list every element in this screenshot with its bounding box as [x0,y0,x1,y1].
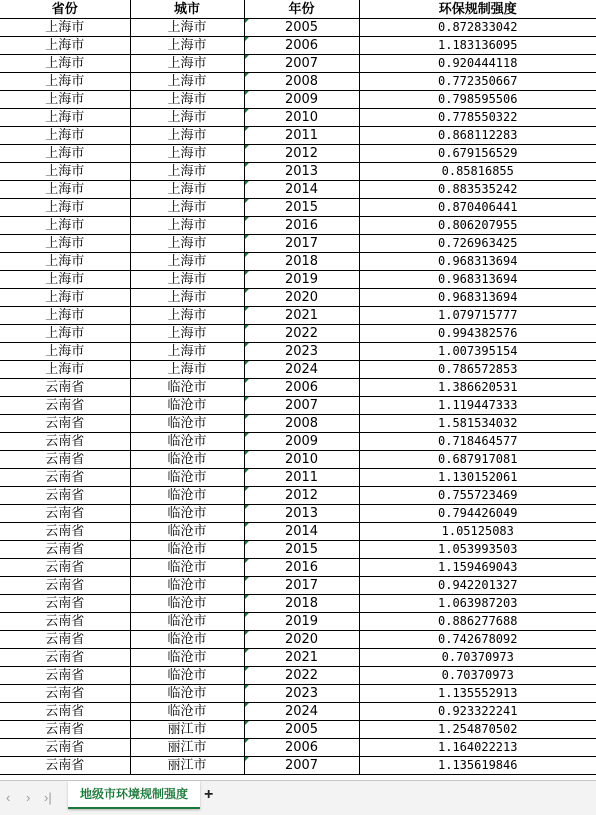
cell-regulation-intensity[interactable]: 0.687917081 [359,451,596,469]
cell-province[interactable]: 云南省 [0,577,130,595]
table-row [0,667,596,685]
cell-province[interactable]: 上海市 [0,109,130,127]
cell-province[interactable]: 上海市 [0,163,130,181]
cell-city[interactable]: 临沧市 [130,649,244,667]
cell-year[interactable]: 2015 [244,199,359,217]
cell-regulation-intensity[interactable]: 0.679156529 [359,145,596,163]
table-row [0,325,596,343]
cell-city[interactable]: 临沧市 [130,451,244,469]
cell-province[interactable]: 云南省 [0,487,130,505]
cell-province[interactable]: 云南省 [0,469,130,487]
cell-regulation-intensity[interactable]: 1.183136095 [359,37,596,55]
cell-province[interactable]: 云南省 [0,559,130,577]
cell-province[interactable]: 云南省 [0,739,130,757]
cell-province[interactable]: 云南省 [0,703,130,721]
cell-year[interactable]: 2006 [244,739,359,757]
cell-province[interactable]: 上海市 [0,37,130,55]
cell-city[interactable]: 丽江市 [130,721,244,739]
table-row [0,703,596,721]
cell-province[interactable]: 上海市 [0,235,130,253]
cell-city[interactable]: 临沧市 [130,379,244,397]
header-city[interactable]: 城市 [130,0,244,19]
cell-city[interactable]: 临沧市 [130,415,244,433]
table-row [0,649,596,667]
cell-regulation-intensity[interactable]: 0.923322241 [359,703,596,721]
cell-year[interactable]: 2014 [244,523,359,541]
table-row [0,613,596,631]
cell-province[interactable]: 上海市 [0,55,130,73]
cell-year[interactable]: 2012 [244,487,359,505]
cell-city[interactable]: 临沧市 [130,487,244,505]
cell-province[interactable]: 上海市 [0,307,130,325]
cell-regulation-intensity[interactable]: 0.778550322 [359,109,596,127]
cell-regulation-intensity[interactable]: 0.742678092 [359,631,596,649]
cell-city[interactable]: 上海市 [130,217,244,235]
cell-province[interactable]: 云南省 [0,505,130,523]
table-row [0,631,596,649]
cell-year[interactable]: 2005 [244,19,359,37]
cell-city[interactable]: 上海市 [130,289,244,307]
table-row [0,415,596,433]
table-row [0,271,596,289]
cell-province[interactable]: 上海市 [0,217,130,235]
cell-province[interactable]: 云南省 [0,649,130,667]
cell-city[interactable]: 临沧市 [130,397,244,415]
cell-regulation-intensity[interactable]: 0.968313694 [359,289,596,307]
cell-regulation-intensity[interactable]: 1.135619846 [359,757,596,775]
cell-year[interactable]: 2006 [244,379,359,397]
cell-regulation-intensity[interactable]: 0.886277688 [359,613,596,631]
cell-city[interactable]: 临沧市 [130,685,244,703]
cell-year[interactable]: 2019 [244,271,359,289]
cell-city[interactable]: 上海市 [130,127,244,145]
table-row [0,577,596,595]
cell-city[interactable]: 上海市 [130,19,244,37]
table-row [0,235,596,253]
table-row [0,739,596,757]
sheet-tab-active[interactable]: 地级市环境规制强度 [68,781,200,809]
cell-province[interactable]: 上海市 [0,253,130,271]
cell-province[interactable]: 上海市 [0,73,130,91]
table-row [0,109,596,127]
cell-city[interactable]: 上海市 [130,343,244,361]
cell-province[interactable]: 云南省 [0,721,130,739]
cell-year[interactable]: 2018 [244,595,359,613]
cell-year[interactable]: 2021 [244,307,359,325]
cell-city[interactable]: 丽江市 [130,757,244,775]
table-row [0,721,596,739]
cell-year[interactable]: 2016 [244,559,359,577]
cell-regulation-intensity[interactable]: 1.079715777 [359,307,596,325]
sheet-tab-bar [0,780,596,815]
table-row [0,559,596,577]
cell-province[interactable]: 上海市 [0,289,130,307]
cell-year[interactable]: 2007 [244,55,359,73]
cell-year[interactable]: 2019 [244,613,359,631]
table-row [0,757,596,775]
cell-regulation-intensity[interactable]: 1.254870502 [359,721,596,739]
cell-city[interactable]: 临沧市 [130,703,244,721]
cell-province[interactable]: 上海市 [0,343,130,361]
table-row [0,145,596,163]
add-sheet-button[interactable]: + [204,786,214,803]
cell-province[interactable]: 上海市 [0,181,130,199]
cell-city[interactable]: 上海市 [130,235,244,253]
cell-province[interactable]: 云南省 [0,433,130,451]
cell-year[interactable]: 2020 [244,631,359,649]
cell-year[interactable]: 2023 [244,685,359,703]
cell-province[interactable]: 云南省 [0,415,130,433]
cell-city[interactable]: 临沧市 [130,595,244,613]
cell-city[interactable]: 上海市 [130,163,244,181]
cell-year[interactable]: 2008 [244,73,359,91]
cell-regulation-intensity[interactable]: 0.85816855 [359,163,596,181]
cell-city[interactable]: 上海市 [130,91,244,109]
cell-regulation-intensity[interactable]: 0.870406441 [359,199,596,217]
cell-city[interactable]: 上海市 [130,361,244,379]
cell-province[interactable]: 云南省 [0,631,130,649]
table-row [0,505,596,523]
table-row [0,163,596,181]
cell-year[interactable]: 2022 [244,667,359,685]
cell-year[interactable]: 2020 [244,289,359,307]
cell-regulation-intensity[interactable]: 0.772350667 [359,73,596,91]
cell-year[interactable]: 2012 [244,145,359,163]
table-row [0,217,596,235]
cell-city[interactable]: 临沧市 [130,469,244,487]
cell-city[interactable]: 上海市 [130,271,244,289]
cell-regulation-intensity[interactable]: 1.05125083 [359,523,596,541]
cell-province[interactable]: 云南省 [0,379,130,397]
table-row [0,487,596,505]
cell-city[interactable]: 上海市 [130,55,244,73]
last-sheet-icon[interactable]: ›| [44,790,52,805]
cell-province[interactable]: 上海市 [0,325,130,343]
cell-year[interactable]: 2021 [244,649,359,667]
cell-year[interactable]: 2010 [244,109,359,127]
cell-regulation-intensity[interactable]: 0.868112283 [359,127,596,145]
cell-city[interactable]: 上海市 [130,199,244,217]
cell-province[interactable]: 上海市 [0,145,130,163]
table-row [0,37,596,55]
table-row [0,343,596,361]
cell-year[interactable]: 2011 [244,127,359,145]
cell-province[interactable]: 云南省 [0,523,130,541]
cell-year[interactable]: 2009 [244,91,359,109]
table-row [0,55,596,73]
table-row [0,541,596,559]
cell-province[interactable]: 上海市 [0,361,130,379]
cell-regulation-intensity[interactable]: 0.798595506 [359,91,596,109]
cell-city[interactable]: 临沧市 [130,667,244,685]
cell-city[interactable]: 上海市 [130,181,244,199]
cell-province[interactable]: 云南省 [0,667,130,685]
table-row [0,199,596,217]
cell-regulation-intensity[interactable]: 0.968313694 [359,271,596,289]
cell-city[interactable]: 丽江市 [130,739,244,757]
cell-year[interactable]: 2013 [244,505,359,523]
cell-regulation-intensity[interactable]: 0.806207955 [359,217,596,235]
cell-regulation-intensity[interactable]: 0.70370973 [359,649,596,667]
cell-province[interactable]: 云南省 [0,595,130,613]
table-row [0,469,596,487]
table-row [0,91,596,109]
cell-regulation-intensity[interactable]: 1.581534032 [359,415,596,433]
cell-year[interactable]: 2017 [244,577,359,595]
cell-city[interactable]: 临沧市 [130,541,244,559]
cell-year[interactable]: 2007 [244,397,359,415]
cell-regulation-intensity[interactable]: 0.794426049 [359,505,596,523]
cell-year[interactable]: 2022 [244,325,359,343]
cell-province[interactable]: 上海市 [0,271,130,289]
cell-city[interactable]: 上海市 [130,325,244,343]
table-row [0,307,596,325]
cell-city[interactable]: 上海市 [130,109,244,127]
cell-regulation-intensity[interactable]: 0.726963425 [359,235,596,253]
header-row [0,0,596,19]
table-row [0,433,596,451]
table-row [0,685,596,703]
cell-year[interactable]: 2023 [244,343,359,361]
table-row [0,397,596,415]
cell-year[interactable]: 2017 [244,235,359,253]
cell-regulation-intensity[interactable]: 1.386620531 [359,379,596,397]
cell-province[interactable]: 云南省 [0,757,130,775]
cell-city[interactable]: 上海市 [130,253,244,271]
cell-city[interactable]: 上海市 [130,37,244,55]
cell-city[interactable]: 上海市 [130,73,244,91]
table-row [0,361,596,379]
cell-city[interactable]: 上海市 [130,145,244,163]
cell-regulation-intensity[interactable]: 1.135552913 [359,685,596,703]
cell-regulation-intensity[interactable]: 0.70370973 [359,667,596,685]
cell-year[interactable]: 2011 [244,469,359,487]
cell-city[interactable]: 临沧市 [130,577,244,595]
cell-regulation-intensity[interactable]: 0.755723469 [359,487,596,505]
cell-regulation-intensity[interactable]: 1.119447333 [359,397,596,415]
cell-city[interactable]: 临沧市 [130,433,244,451]
cell-regulation-intensity[interactable]: 0.968313694 [359,253,596,271]
cell-province[interactable]: 云南省 [0,685,130,703]
cell-regulation-intensity[interactable]: 0.872833042 [359,19,596,37]
cell-regulation-intensity[interactable]: 0.942201327 [359,577,596,595]
cell-year[interactable]: 2006 [244,37,359,55]
first-sheet-icon[interactable]: ‹ [6,790,11,805]
cell-year[interactable]: 2010 [244,451,359,469]
cell-year[interactable]: 2007 [244,757,359,775]
cell-year[interactable]: 2015 [244,541,359,559]
cell-year[interactable]: 2009 [244,433,359,451]
table-row [0,127,596,145]
cell-province[interactable]: 上海市 [0,19,130,37]
table-row [0,289,596,307]
cell-city[interactable]: 临沧市 [130,613,244,631]
cell-province[interactable]: 上海市 [0,127,130,145]
cell-regulation-intensity[interactable]: 1.007395154 [359,343,596,361]
cell-year[interactable]: 2018 [244,253,359,271]
table-row [0,523,596,541]
cell-year[interactable]: 2008 [244,415,359,433]
cell-regulation-intensity[interactable]: 0.883535242 [359,181,596,199]
cell-year[interactable]: 2014 [244,181,359,199]
table-row [0,253,596,271]
header-regulation-intensity[interactable]: 环保规制强度 [359,0,596,19]
cell-regulation-intensity[interactable]: 1.063987203 [359,595,596,613]
cell-city[interactable]: 上海市 [130,307,244,325]
cell-city[interactable]: 临沧市 [130,559,244,577]
cell-province[interactable]: 云南省 [0,613,130,631]
cell-regulation-intensity[interactable]: 0.718464577 [359,433,596,451]
table-row [0,595,596,613]
cell-city[interactable]: 临沧市 [130,505,244,523]
cell-regulation-intensity[interactable]: 1.053993503 [359,541,596,559]
cell-year[interactable]: 2024 [244,703,359,721]
table-row [0,451,596,469]
table-row [0,19,596,37]
cell-city[interactable]: 临沧市 [130,631,244,649]
cell-regulation-intensity[interactable]: 1.130152061 [359,469,596,487]
cell-province[interactable]: 上海市 [0,199,130,217]
cell-province[interactable]: 云南省 [0,541,130,559]
cell-year[interactable]: 2005 [244,721,359,739]
table-row [0,181,596,199]
cell-regulation-intensity[interactable]: 0.994382576 [359,325,596,343]
cell-regulation-intensity[interactable]: 0.920444118 [359,55,596,73]
table-row [0,73,596,91]
cell-year[interactable]: 2016 [244,217,359,235]
cell-year[interactable]: 2013 [244,163,359,181]
cell-year[interactable]: 2024 [244,361,359,379]
table-row [0,379,596,397]
cell-province[interactable]: 云南省 [0,451,130,469]
cell-province[interactable]: 上海市 [0,91,130,109]
header-province[interactable]: 省份 [0,0,130,19]
cell-city[interactable]: 临沧市 [130,523,244,541]
next-sheet-icon[interactable]: › [26,790,31,805]
cell-regulation-intensity[interactable]: 1.164022213 [359,739,596,757]
cell-regulation-intensity[interactable]: 0.786572853 [359,361,596,379]
header-year[interactable]: 年份 [244,0,359,19]
cell-regulation-intensity[interactable]: 1.159469043 [359,559,596,577]
cell-province[interactable]: 云南省 [0,397,130,415]
